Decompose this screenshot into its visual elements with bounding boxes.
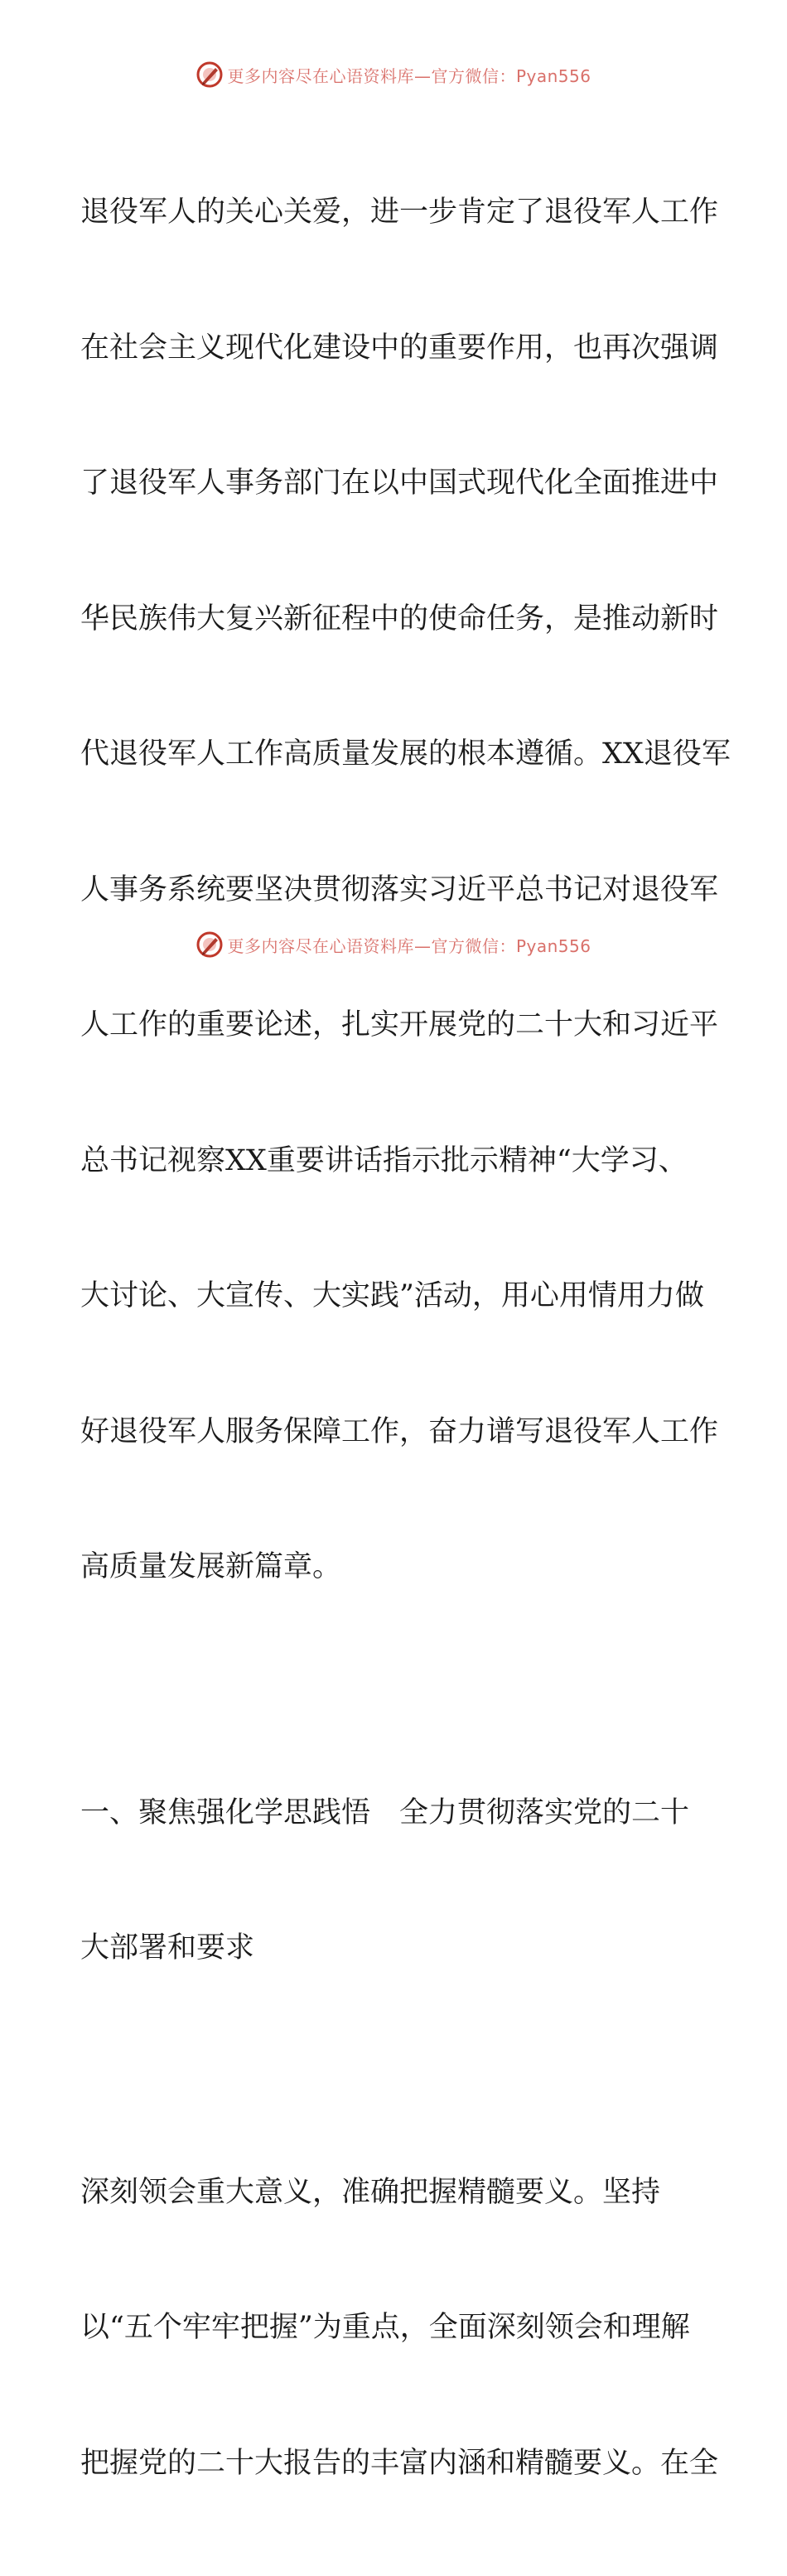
text-line: 大讨论、大宣传、大实践”活动，用心用情用力做	[80, 1274, 710, 1319]
text-line: 人工作的重要论述，扎实开展党的二十大和习近平	[80, 1003, 710, 1048]
text-line: 代退役军人工作高质量发展的根本遵循。XX退役军	[80, 732, 710, 777]
text-line: 以“五个牢牢把握”为重点，全面深刻领会和理解	[80, 2305, 710, 2351]
watermark-text: 更多内容尽在心语资料库—官方微信：Pyan556	[227, 63, 591, 87]
text-line: 高质量发展新篇章。	[80, 1544, 710, 1590]
text-line: 退役军人的关心关爱，进一步肯定了退役军人工作	[80, 190, 710, 235]
paragraph-2	[80, 2080, 710, 2576]
text-line: 了退役军人事务部门在以中国式现代化全面推进中	[80, 461, 710, 506]
text-line: 好退役军人服务保障工作，奋力谱写退役军人工作	[80, 1409, 710, 1455]
heading-line: 大部署和要求	[80, 1926, 710, 1971]
paragraph-1	[80, 99, 710, 1680]
text-line: 人事务系统要坚决贯彻落实习近平总书记对退役军	[80, 868, 710, 913]
text-line: 深刻领会重大意义，准确把握精髓要义。坚持	[80, 2170, 710, 2216]
pen-circle-logo-icon	[196, 930, 224, 959]
watermark-text: 更多内容尽在心语资料库—官方微信：Pyan556	[227, 933, 591, 957]
text-line: 总书记视察XX重要讲话指示批示精神“大学习、	[80, 1138, 710, 1184]
footer-watermark	[0, 928, 787, 961]
text-line: 华民族伟大复兴新征程中的使命任务，是推动新时	[80, 597, 710, 642]
pen-circle-logo-icon	[196, 60, 224, 89]
heading-line: 一、聚焦强化学思践悟 全力贯彻落实党的二十	[80, 1791, 710, 1836]
document-body	[80, 99, 710, 2576]
text-line: 把握党的二十大报告的丰富内涵和精髓要义。在全	[80, 2441, 710, 2487]
text-line: 在社会主义现代化建设中的重要作用，也再次强调	[80, 326, 710, 371]
header-watermark	[0, 58, 787, 91]
section-heading	[80, 1700, 710, 2061]
